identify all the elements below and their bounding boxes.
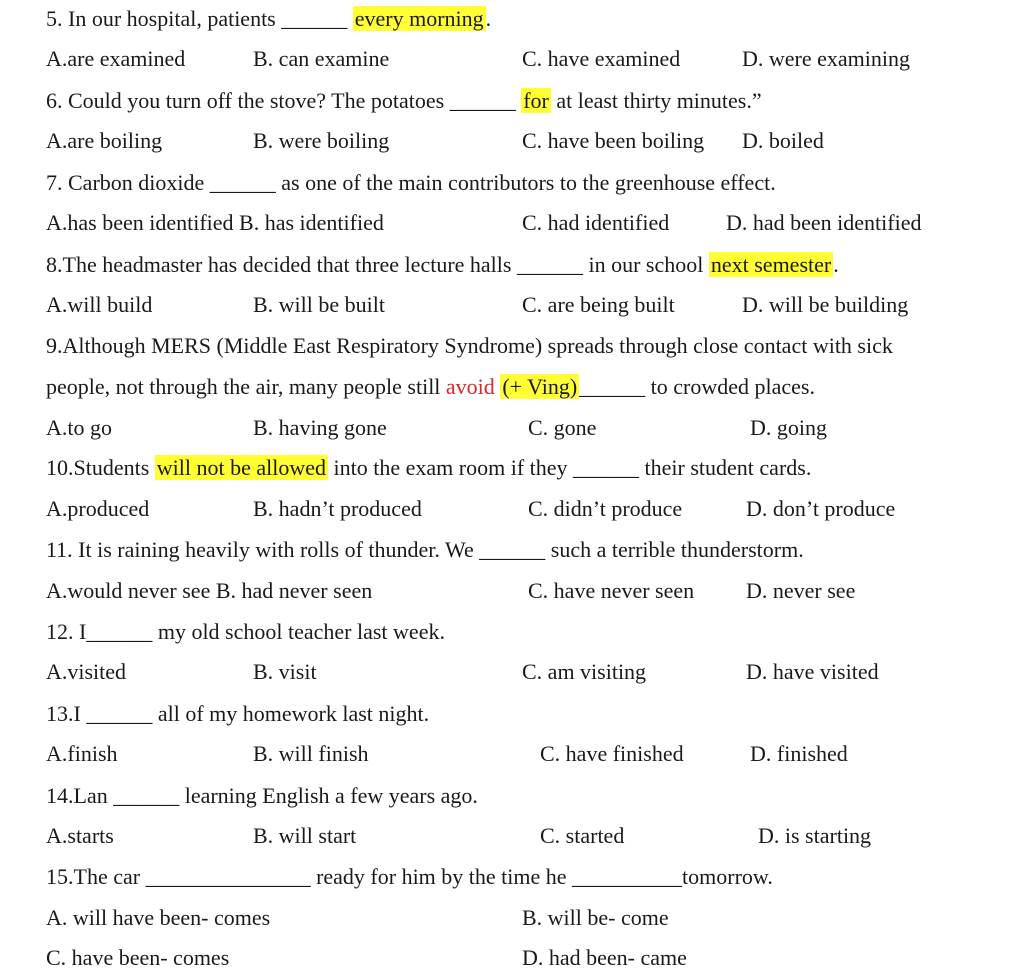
question-8 [46,250,839,280]
question-11 [46,535,804,565]
question-text-mid: into the exam room if they [328,455,574,480]
option-c: C. started [540,823,625,848]
question-text: 5. In our hospital, patients [46,6,282,31]
option-b: B. can examine [253,46,390,71]
option-b: B. will be- come [522,905,669,930]
question-7 [46,168,776,198]
option-d: D. finished [750,741,848,766]
option-b: B. will start [253,823,357,848]
question-text: 10.Students [46,455,155,480]
answer-blank: ______ [449,88,516,113]
option-c: C. gone [528,415,597,440]
option-d: D. don’t produce [746,496,896,521]
question-text: 8.The headmaster has decided that three lecture halls [46,252,517,277]
answer-blank: ______ [479,537,546,562]
question-text-end: their student cards. [639,455,812,480]
option-c: C. have never seen [528,578,695,603]
option-a: A.are boiling [46,128,163,153]
option-d: D. had been- came [522,945,687,970]
option-c: C. am visiting [522,659,647,684]
option-c: C. have been boiling [522,128,705,153]
highlighted-text: every morning [354,6,484,31]
punctuation: . [833,252,839,277]
answer-blank: ______ [573,455,640,480]
option-d: D. never see [746,578,856,603]
option-a: A.starts [46,823,114,848]
spacer [347,6,353,31]
question-text: 13.I [46,701,87,726]
option-c: C. have examined [522,46,681,71]
option-c: C. didn’t produce [528,496,683,521]
question-13 [46,699,429,729]
punctuation: . [485,6,492,31]
option-d: D. boiled [742,128,824,153]
highlighted-text: for [523,88,549,113]
option-d: D. were examining [742,46,910,71]
question-text-end: to crowded places. [645,374,815,399]
answer-blank: ______ [86,619,153,644]
question-text-end: learning English a few years ago. [179,783,478,808]
option-a: A.will build [46,292,153,317]
question-text-end: as one of the main contributors to the greenhouse effect. [275,170,776,195]
question-10 [46,453,811,483]
question-text: 15.The car [46,864,146,889]
answer-blank: ______ [281,6,348,31]
option-b: B. visit [253,659,317,684]
option-b: B. will be built [253,292,385,317]
question-6 [46,86,762,116]
option-b: B. will finish [253,741,369,766]
answer-blank: ______ [86,701,153,726]
question-15 [46,862,773,892]
question-text: 14.Lan [46,783,114,808]
option-c: C. have been- comes [46,945,230,970]
answer-blank: ______ [516,252,583,277]
question-14 [46,781,478,811]
option-a-b: A.has been identified B. has identified [46,210,384,235]
option-a-b: A.would never see B. had never seen [46,578,373,603]
red-keyword: avoid [445,374,495,399]
option-a: A. will have been- comes [46,905,271,930]
option-d: D. going [750,415,827,440]
option-a: A.are examined [46,46,186,71]
question-text-mid: in our school [582,252,709,277]
question-text: 12. I [46,619,87,644]
question-text-end: such a terrible thunderstorm. [545,537,804,562]
question-5 [46,4,491,34]
highlighted-hint: (+ Ving) [502,374,578,399]
question-text: 6. Could you turn off the stove? The potatoes [46,88,450,113]
option-a: A.finish [46,741,118,766]
question-9-line-1: 9.Although MERS (Middle East Respiratory Syndrome) spreads through close contact with sick [46,333,893,358]
highlighted-text: will not be allowed [156,455,327,480]
answer-blank: ______ [113,783,180,808]
question-text-end: at least thirty minutes.” [550,88,762,113]
answer-blank-1: _______________ [145,864,311,889]
question-text: 11. It is raining heavily with rolls of thunder. We [46,537,480,562]
answer-blank: ______ [579,374,646,399]
question-12 [46,617,445,647]
question-text-end: my old school teacher last week. [152,619,445,644]
question-text: 7. Carbon dioxide [46,170,210,195]
option-c: C. have finished [540,741,684,766]
answer-blank-2: __________ [572,864,683,889]
option-b: B. were boiling [253,128,390,153]
question-text-mid: ready for him by the time he [310,864,573,889]
question-text: people, not through the air, many people still [46,374,446,399]
option-c: C. are being built [522,292,675,317]
option-d: D. have visited [746,659,879,684]
option-d: D. will be building [742,292,909,317]
question-text-end: all of my homework last night. [152,701,430,726]
option-d: D. is starting [758,823,872,848]
question-9-line-2 [46,372,815,402]
answer-blank: ______ [209,170,276,195]
question-text-end: tomorrow. [682,864,773,889]
option-d: D. had been identified [726,210,922,235]
highlighted-text: next semester [710,252,832,277]
option-a: A.visited [46,659,127,684]
option-a: A.produced [46,496,150,521]
option-c: C. had identified [522,210,670,235]
option-b: B. hadn’t produced [253,496,422,521]
option-b: B. having gone [253,415,387,440]
option-a: A.to go [46,415,112,440]
